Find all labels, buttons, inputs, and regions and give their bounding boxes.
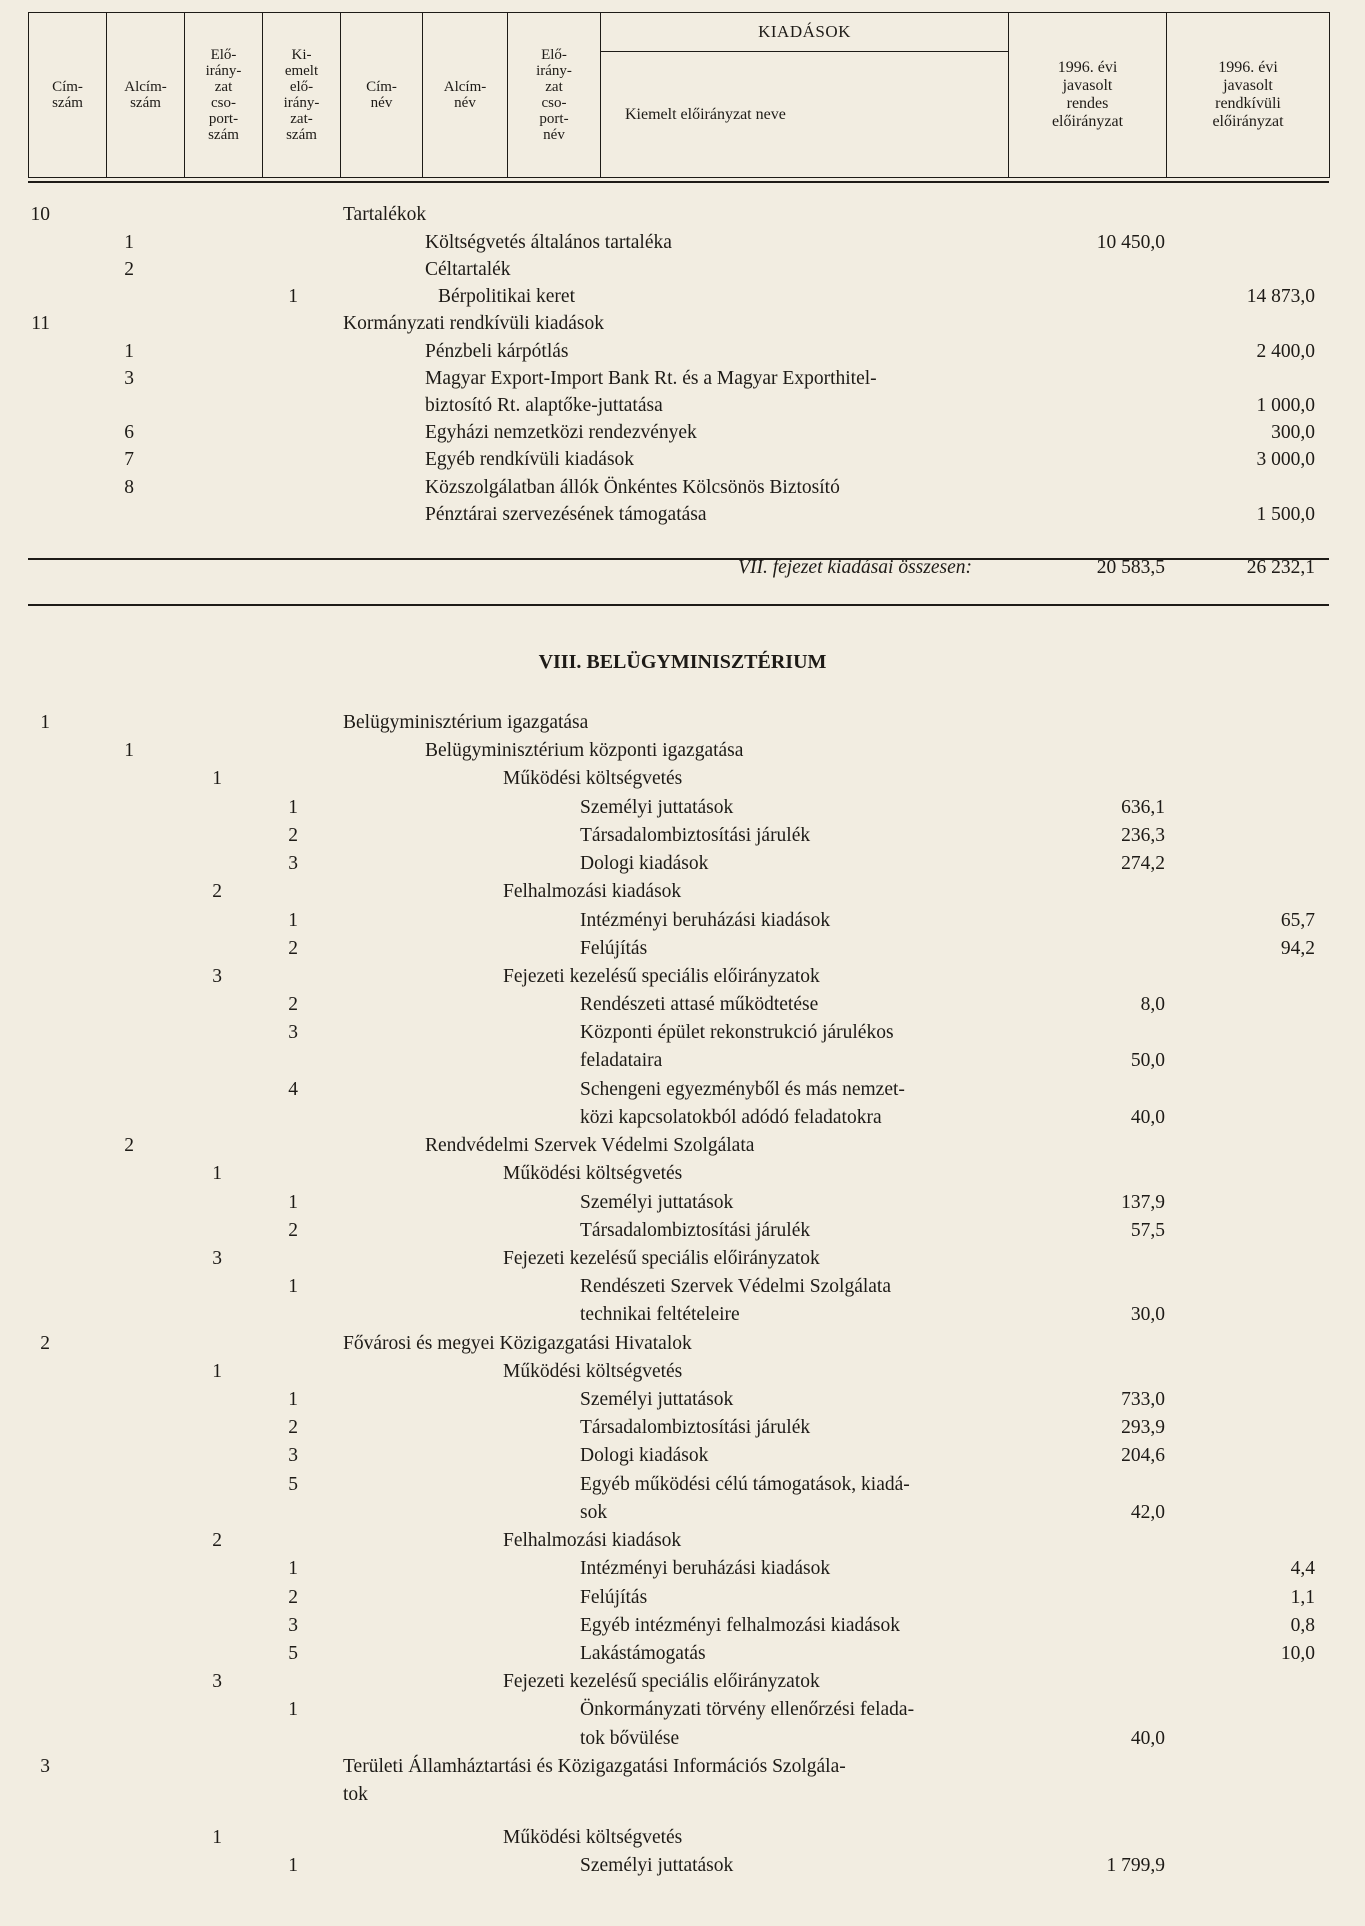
row-label: Dologi kiadások: [580, 1445, 709, 1466]
row-number: 11: [31, 313, 50, 334]
row-number: 1: [212, 1827, 222, 1848]
table-row: [0, 1499, 1365, 1526]
table-row: [0, 501, 1365, 528]
value-rendes: 733,0: [1121, 1389, 1165, 1410]
row-label: Egyéb rendkívüli kiadások: [425, 449, 635, 470]
row-number: 1: [124, 740, 134, 761]
col-eloiranyzat-csoport-szam: Elő- irány- zat cso- port- szám: [185, 13, 263, 178]
row-label: Fejezeti kezelésű speciális előirányzatok: [503, 966, 820, 987]
row-label: Közszolgálatban állók Önkéntes Kölcsönös Biztosító: [425, 477, 840, 498]
row-label: Központi épület rekonstrukció járulékos: [580, 1022, 894, 1043]
table-row: [0, 1132, 1365, 1159]
value-rendes: 57,5: [1130, 1220, 1165, 1241]
value-rendkivuli: 1 500,0: [1256, 504, 1315, 525]
row-number: 3: [288, 1615, 298, 1636]
table-row: [0, 1076, 1365, 1103]
row-label: Pénztárai szervezésének támogatása: [425, 504, 707, 525]
row-number: 3: [212, 966, 222, 987]
value-rendkivuli: 26 232,1: [1246, 557, 1315, 578]
row-number: 2: [212, 1530, 222, 1551]
total-row: [0, 554, 1365, 581]
table-row: [0, 1217, 1365, 1244]
row-number: 6: [124, 422, 134, 443]
table-row: [0, 765, 1365, 792]
row-label: sok: [580, 1502, 608, 1523]
value-rendes: 274,2: [1121, 853, 1165, 874]
row-number: 1: [212, 1361, 222, 1382]
row-label: Felhalmozási kiadások: [503, 1530, 682, 1551]
row-label: Működési költségvetés: [503, 768, 683, 789]
table-row: [0, 1824, 1365, 1851]
row-number: 2: [288, 938, 298, 959]
value-rendes: 137,9: [1121, 1192, 1165, 1213]
col-alcim-nev: Alcím- név: [423, 13, 508, 178]
value-rendes: 42,0: [1130, 1502, 1165, 1523]
row-label: tok: [343, 1784, 368, 1805]
table-row: [0, 1668, 1365, 1695]
table-row: [0, 365, 1365, 392]
value-rendkivuli: 94,2: [1280, 938, 1315, 959]
table-row: [0, 794, 1365, 821]
row-label: Felújítás: [580, 1587, 648, 1608]
row-number: 1: [288, 1855, 298, 1876]
table-row: [0, 1301, 1365, 1328]
row-number: 7: [124, 449, 134, 470]
row-label: biztosító Rt. alaptőke-juttatása: [425, 395, 663, 416]
value-rendes: 204,6: [1121, 1445, 1165, 1466]
row-number: 1: [288, 1276, 298, 1297]
table-row: [0, 1245, 1365, 1272]
row-label: Társadalombiztosítási járulék: [580, 1220, 811, 1241]
table-row: [0, 1358, 1365, 1385]
row-label: Bérpolitikai keret: [438, 286, 575, 307]
row-label: Egyházi nemzetközi rendezvények: [425, 422, 697, 443]
table-row: [0, 1753, 1365, 1780]
row-label: Egyéb intézményi felhalmozási kiadások: [580, 1615, 901, 1636]
table-row: [0, 907, 1365, 934]
row-number: 2: [40, 1333, 50, 1354]
table-row: [0, 822, 1365, 849]
row-number: 2: [124, 1135, 134, 1156]
row-number: 3: [212, 1248, 222, 1269]
table-row: [0, 1386, 1365, 1413]
table-row: [0, 201, 1365, 228]
col-rendes-eloiranyzat: 1996. évi javasolt rendes előirányzat: [1009, 13, 1167, 178]
table-row: [0, 392, 1365, 419]
row-label: Magyar Export-Import Bank Rt. és a Magyar Exporthitel-: [425, 368, 877, 389]
row-label: Személyi juttatások: [580, 1855, 734, 1876]
value-rendkivuli: 2 400,0: [1256, 341, 1315, 362]
col-rendkivuli-eloiranyzat: 1996. évi javasolt rendkívüli előirányzat: [1167, 13, 1330, 178]
col-kiadasok: KIADÁSOK: [601, 13, 1009, 52]
row-label: Kormányzati rendkívüli kiadások: [343, 313, 605, 334]
section-title: [0, 649, 1365, 676]
row-label: Fejezeti kezelésű speciális előirányzatok: [503, 1248, 820, 1269]
col-kiemelt-eloiranyzat-szam: Ki- emelt elő- irány- zat- szám: [263, 13, 341, 178]
table-row: [0, 1584, 1365, 1611]
table-row: [0, 709, 1365, 736]
row-label: Működési költségvetés: [503, 1827, 683, 1848]
row-label: Személyi juttatások: [580, 1192, 734, 1213]
table-row: [0, 1273, 1365, 1300]
table-row: [0, 1189, 1365, 1216]
table-row: [0, 1104, 1365, 1131]
col-eloiranyzat-csoport-nev: Elő- irány- zat cso- port- név: [508, 13, 601, 178]
row-number: 1: [288, 910, 298, 931]
row-number: 1: [40, 712, 50, 733]
row-number: 1: [124, 232, 134, 253]
table-row: [0, 1330, 1365, 1357]
row-label: Önkormányzati törvény ellenőrzési felada-: [580, 1699, 915, 1720]
row-number: 3: [288, 1022, 298, 1043]
row-label: Intézményi beruházási kiadások: [580, 910, 831, 931]
value-rendkivuli: 300,0: [1271, 422, 1315, 443]
row-number: 1: [288, 286, 298, 307]
row-label: tok bővülése: [580, 1728, 680, 1749]
table-row: [0, 935, 1365, 962]
value-rendkivuli: 3 000,0: [1256, 449, 1315, 470]
row-label: Személyi juttatások: [580, 797, 734, 818]
value-rendes: 236,3: [1121, 825, 1165, 846]
row-number: 1: [288, 1699, 298, 1720]
table-row: [0, 1442, 1365, 1469]
row-number: 2: [124, 259, 134, 280]
value-rendes: 8,0: [1140, 994, 1165, 1015]
row-number: 8: [124, 477, 134, 498]
row-number: 2: [288, 1417, 298, 1438]
row-number: 1: [124, 341, 134, 362]
col-alcim-szam: Alcím- szám: [107, 13, 185, 178]
row-number: 1: [212, 1163, 222, 1184]
row-number: 1: [288, 797, 298, 818]
row-number: 1: [212, 768, 222, 789]
row-label: Céltartalék: [425, 259, 511, 280]
table-row: [0, 1612, 1365, 1639]
row-number: 2: [288, 825, 298, 846]
value-rendkivuli: 4,4: [1290, 1558, 1315, 1579]
row-label: Lakástámogatás: [580, 1643, 706, 1664]
row-label: Fejezeti kezelésű speciális előirányzatok: [503, 1671, 820, 1692]
row-number: 5: [288, 1643, 298, 1664]
row-label: Fővárosi és megyei Közigazgatási Hivatalok: [343, 1333, 692, 1354]
value-rendes: 1 799,9: [1106, 1855, 1165, 1876]
table-row: [0, 283, 1365, 310]
row-label: Felhalmozási kiadások: [503, 881, 682, 902]
value-rendkivuli: 1 000,0: [1256, 395, 1315, 416]
row-label: technikai feltételeire: [580, 1304, 740, 1325]
row-label: Belügyminisztérium igazgatása: [343, 712, 589, 733]
table-row: [0, 1696, 1365, 1723]
value-rendkivuli: 10,0: [1280, 1643, 1315, 1664]
value-rendkivuli: 65,7: [1280, 910, 1315, 931]
row-label: Működési költségvetés: [503, 1163, 683, 1184]
table-row: [0, 1725, 1365, 1752]
table-row: [0, 229, 1365, 256]
value-rendes: 293,9: [1121, 1417, 1165, 1438]
value-rendes: 40,0: [1130, 1107, 1165, 1128]
value-rendes: 50,0: [1130, 1050, 1165, 1071]
row-label: Működési költségvetés: [503, 1361, 683, 1382]
row-label: Személyi juttatások: [580, 1389, 734, 1410]
row-number: 2: [288, 994, 298, 1015]
row-label: Tartalékok: [343, 204, 427, 225]
chapter-title: VIII. BELÜGYMINISZTÉRIUM: [538, 651, 827, 673]
value-rendes: 20 583,5: [1096, 557, 1165, 578]
row-number: 1: [288, 1558, 298, 1579]
value-rendes: 636,1: [1121, 797, 1165, 818]
row-label: Intézményi beruházási kiadások: [580, 1558, 831, 1579]
table-row: [0, 1160, 1365, 1187]
row-label: Rendészeti attasé működtetése: [580, 994, 819, 1015]
table-row: [0, 991, 1365, 1018]
row-label: Rendészeti Szervek Védelmi Szolgálata: [580, 1276, 891, 1297]
table-row: [0, 1527, 1365, 1554]
row-label: Társadalombiztosítási járulék: [580, 1417, 811, 1438]
table-row: [0, 446, 1365, 473]
row-label: Pénzbeli kárpótlás: [425, 341, 569, 362]
col-kiemelt-eloiranyzat-neve: Kiemelt előirányzat neve: [601, 52, 1009, 178]
table-row: [0, 1471, 1365, 1498]
value-rendkivuli: 14 873,0: [1246, 286, 1315, 307]
table-row: [0, 256, 1365, 283]
row-label: Schengeni egyezményből és más nemzet-: [580, 1079, 905, 1100]
row-label: Rendvédelmi Szervek Védelmi Szolgálata: [425, 1135, 755, 1156]
table-row: [0, 1640, 1365, 1667]
table-row: [0, 338, 1365, 365]
row-label: közi kapcsolatokból adódó feladatokra: [580, 1107, 882, 1128]
col-cim-nev: Cím- név: [341, 13, 423, 178]
row-label: Költségvetés általános tartaléka: [425, 232, 672, 253]
row-number: 4: [288, 1079, 298, 1100]
row-number: 3: [288, 1445, 298, 1466]
table-row: [0, 310, 1365, 337]
row-label: Társadalombiztosítási járulék: [580, 825, 811, 846]
row-label: Felújítás: [580, 938, 648, 959]
table-row: [0, 737, 1365, 764]
row-label: Belügyminisztérium központi igazgatása: [425, 740, 744, 761]
row-number: 5: [288, 1474, 298, 1495]
table-row: [0, 474, 1365, 501]
row-number: 2: [288, 1220, 298, 1241]
table-row: [0, 1781, 1365, 1808]
value-rendes: 10 450,0: [1096, 232, 1165, 253]
row-number: 10: [30, 204, 50, 225]
table-row: [0, 419, 1365, 446]
table-row: [0, 878, 1365, 905]
table-row: [0, 1852, 1365, 1879]
row-label: Egyéb működési célú támogatások, kiadá-: [580, 1474, 910, 1495]
table-row: [0, 850, 1365, 877]
row-number: 3: [124, 368, 134, 389]
row-number: 3: [40, 1756, 50, 1777]
table-row: [0, 1414, 1365, 1441]
row-number: 2: [288, 1587, 298, 1608]
row-label: feladataira: [580, 1050, 663, 1071]
value-rendes: 40,0: [1130, 1728, 1165, 1749]
row-number: 2: [212, 881, 222, 902]
row-number: 3: [212, 1671, 222, 1692]
row-number: 1: [288, 1389, 298, 1410]
row-label: VII. fejezet kiadásai összesen:: [738, 557, 972, 578]
table-row: [0, 963, 1365, 990]
table-row: [0, 1019, 1365, 1046]
row-number: 3: [288, 853, 298, 874]
col-cim-szam: Cím- szám: [29, 13, 107, 178]
row-label: Területi Államháztartási és Közigazgatási Információs Szolgála-: [343, 1756, 846, 1777]
value-rendkivuli: 0,8: [1290, 1615, 1315, 1636]
value-rendkivuli: 1,1: [1290, 1587, 1315, 1608]
table-row: [0, 1555, 1365, 1582]
value-rendes: 30,0: [1130, 1304, 1165, 1325]
row-label: Dologi kiadások: [580, 853, 709, 874]
table-row: [0, 1047, 1365, 1074]
row-number: 1: [288, 1192, 298, 1213]
